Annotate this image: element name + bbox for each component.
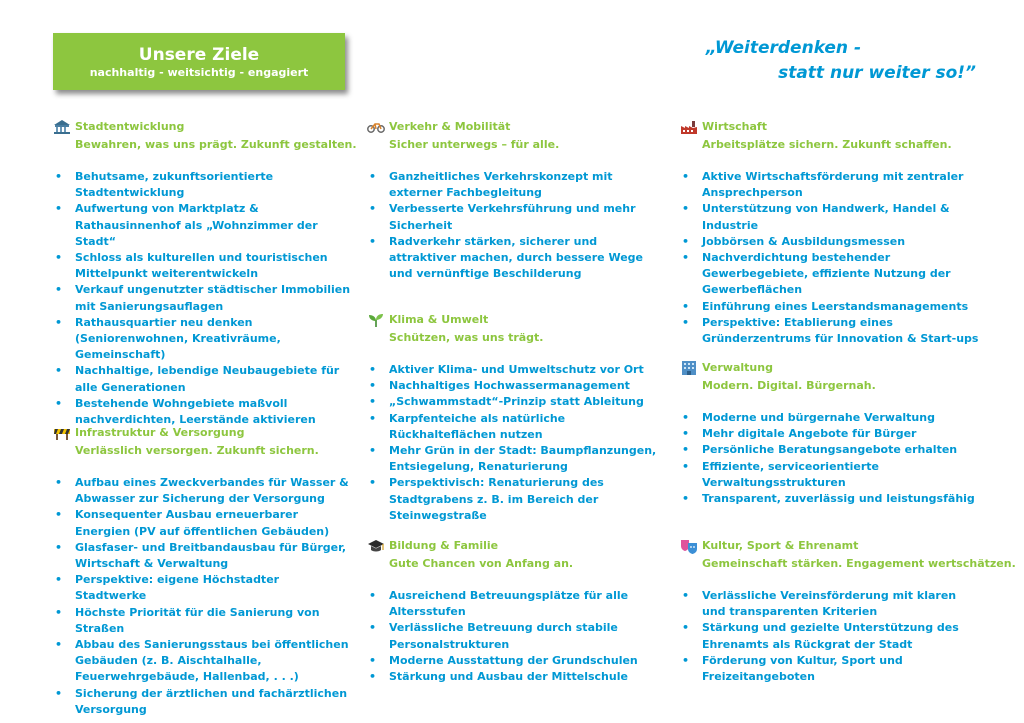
list-item: • Transparent, zuverlässig und leistungsfähig xyxy=(680,491,980,507)
section-bildung xyxy=(367,538,667,685)
page-subtitle: nachhaltig - weitsichtig - engagiert xyxy=(89,66,309,79)
bullet-list xyxy=(367,362,667,524)
list-item: • Stärkung und gezielte Unterstützung des Ehrenamts als Rückgrat der Stadt xyxy=(680,620,980,652)
list-item: • Höchste Priorität für die Sanierung von Straßen xyxy=(53,605,353,637)
section-wirtschaft xyxy=(680,119,980,347)
section-title: Klima & Umwelt xyxy=(389,313,489,326)
section-tagline: Schützen, was uns trägt. xyxy=(389,331,544,344)
bullet-list xyxy=(367,588,667,685)
list-item: • Verbesserte Verkehrsführung und mehr Sicherheit xyxy=(367,201,667,233)
section-title: Infrastruktur & Versorgung xyxy=(75,426,245,439)
list-item: • Aktive Wirtschaftsförderung mit zentraler Ansprechperson xyxy=(680,169,980,201)
factory-icon xyxy=(680,119,700,135)
section-title: Verkehr & Mobilität xyxy=(389,120,511,133)
list-item: • Mehr Grün in der Stadt: Baumpflanzungen, Entsiegelung, Renaturierung xyxy=(367,443,667,475)
section-infrastruktur xyxy=(53,425,353,718)
list-item: • Nachverdichtung bestehender Gewerbegebiete, effiziente Nutzung der Gewerbeflächen xyxy=(680,250,980,299)
list-item: • Verlässliche Vereinsförderung mit klaren und transparenten Kriterien xyxy=(680,588,980,620)
list-item: • Moderne und bürgernahe Verwaltung xyxy=(680,410,980,426)
list-item: • Radverkehr stärken, sicherer und attraktiver machen, durch bessere Wege und vernünftige Beschilderung xyxy=(367,234,667,283)
bullet-list xyxy=(680,169,980,347)
section-tagline: Gemeinschaft stärken. Engagement wertschätzen. xyxy=(702,557,1016,570)
section-verwaltung xyxy=(680,360,980,507)
list-item: • „Schwammstadt“-Prinzip statt Ableitung xyxy=(367,394,667,410)
section-tagline: Arbeitsplätze sichern. Zukunft schaffen. xyxy=(702,138,952,151)
section-title: Stadtentwicklung xyxy=(75,120,185,133)
town-hall-icon xyxy=(53,119,73,135)
graduation-cap-icon xyxy=(367,538,387,554)
list-item: • Karpfenteiche als natürliche Rückhalteflächen nutzen xyxy=(367,411,667,443)
list-item: • Glasfaser- und Breitbandausbau für Bürger, Wirtschaft & Verwaltung xyxy=(53,540,353,572)
list-item: • Aktiver Klima- und Umweltschutz vor Ort xyxy=(367,362,667,378)
office-building-icon xyxy=(680,360,700,376)
bullet-list xyxy=(680,410,980,507)
bullet-list xyxy=(680,588,980,685)
list-item: • Verkauf ungenutzter städtischer Immobilien mit Sanierungsauflagen xyxy=(53,282,353,314)
list-item: • Konsequenter Ausbau erneuerbarer Energien (PV auf öffentlichen Gebäuden) xyxy=(53,507,353,539)
list-item: • Persönliche Beratungsangebote erhalten xyxy=(680,442,980,458)
section-tagline: Sicher unterwegs – für alle. xyxy=(389,138,560,151)
list-item: • Effiziente, serviceorientierte Verwaltungsstrukturen xyxy=(680,459,980,491)
slogan-line-1: „Weiterdenken - xyxy=(705,38,861,58)
list-item: • Behutsame, zukunftsorientierte Stadtentwicklung xyxy=(53,169,353,201)
section-title: Kultur, Sport & Ehrenamt xyxy=(702,539,859,552)
list-item: • Moderne Ausstattung der Grundschulen xyxy=(367,653,667,669)
section-verkehr xyxy=(367,119,667,282)
list-item: • Aufbau eines Zweckverbandes für Wasser & Abwasser zur Sicherung der Versorgung xyxy=(53,475,353,507)
section-kultur xyxy=(680,538,1016,685)
seedling-icon xyxy=(367,312,387,328)
list-item: • Abbau des Sanierungsstaus bei öffentlichen Gebäuden (z. B. Aischtalhalle, Feuerwehrgebäude, Hallenbad, . . .) xyxy=(53,637,353,686)
section-title: Wirtschaft xyxy=(702,120,767,133)
list-item: • Perspektivisch: Renaturierung des Stadtgrabens z. B. im Bereich der Steinwegstraße xyxy=(367,475,667,524)
list-item: • Sicherung der ärztlichen und fachärztlichen Versorgung xyxy=(53,686,353,718)
section-klima xyxy=(367,312,667,524)
construction-barrier-icon xyxy=(53,425,73,441)
list-item: • Jobbörsen & Ausbildungsmessen xyxy=(680,234,980,250)
bullet-list xyxy=(53,169,353,428)
slogan xyxy=(706,36,976,86)
list-item: • Aufwertung von Marktplatz & Rathausinnenhof als „Wohnzimmer der Stadt“ xyxy=(53,201,353,250)
list-item: • Perspektive: eigene Höchstadter Stadtwerke xyxy=(53,572,353,604)
section-tagline: Verlässlich versorgen. Zukunft sichern. xyxy=(75,444,319,457)
list-item: • Stärkung und Ausbau der Mittelschule xyxy=(367,669,667,685)
section-title: Verwaltung xyxy=(702,361,773,374)
header-box xyxy=(53,33,345,90)
list-item: • Einführung eines Leerstandsmanagements xyxy=(680,299,980,315)
list-item: • Nachhaltige, lebendige Neubaugebiete für alle Generationen xyxy=(53,363,353,395)
section-tagline: Bewahren, was uns prägt. Zukunft gestalten. xyxy=(75,138,357,151)
list-item: • Mehr digitale Angebote für Bürger xyxy=(680,426,980,442)
bullet-list xyxy=(367,169,667,282)
list-item: • Perspektive: Etablierung eines Gründerzentrums für Innovation & Start-ups xyxy=(680,315,980,347)
slogan-line-2: statt nur weiter so!” xyxy=(778,63,976,83)
list-item: • Rathausquartier neu denken (Seniorenwohnen, Kreativräume, Gemeinschaft) xyxy=(53,315,353,364)
section-title: Bildung & Familie xyxy=(389,539,499,552)
bullet-list xyxy=(53,475,353,718)
list-item: • Verlässliche Betreuung durch stabile Personalstrukturen xyxy=(367,620,667,652)
list-item: • Schloss als kulturellen und touristischen Mittelpunkt weiterentwickeln xyxy=(53,250,353,282)
page-title: Unsere Ziele xyxy=(138,45,260,65)
section-tagline: Modern. Digital. Bürgernah. xyxy=(702,379,876,392)
list-item: • Ganzheitliches Verkehrskonzept mit externer Fachbegleitung xyxy=(367,169,667,201)
bicycle-icon xyxy=(367,119,387,135)
list-item: • Bestehende Wohngebiete maßvoll nachverdichten, Leerstände aktivieren xyxy=(53,396,353,428)
section-stadtentwicklung xyxy=(53,119,357,428)
list-item: • Unterstützung von Handwerk, Handel & Industrie xyxy=(680,201,980,233)
list-item: • Nachhaltiges Hochwassermanagement xyxy=(367,378,667,394)
list-item: • Ausreichend Betreuungsplätze für alle Altersstufen xyxy=(367,588,667,620)
list-item: • Förderung von Kultur, Sport und Freizeitangeboten xyxy=(680,653,980,685)
section-tagline: Gute Chancen von Anfang an. xyxy=(389,557,574,570)
theater-masks-icon xyxy=(680,538,700,554)
